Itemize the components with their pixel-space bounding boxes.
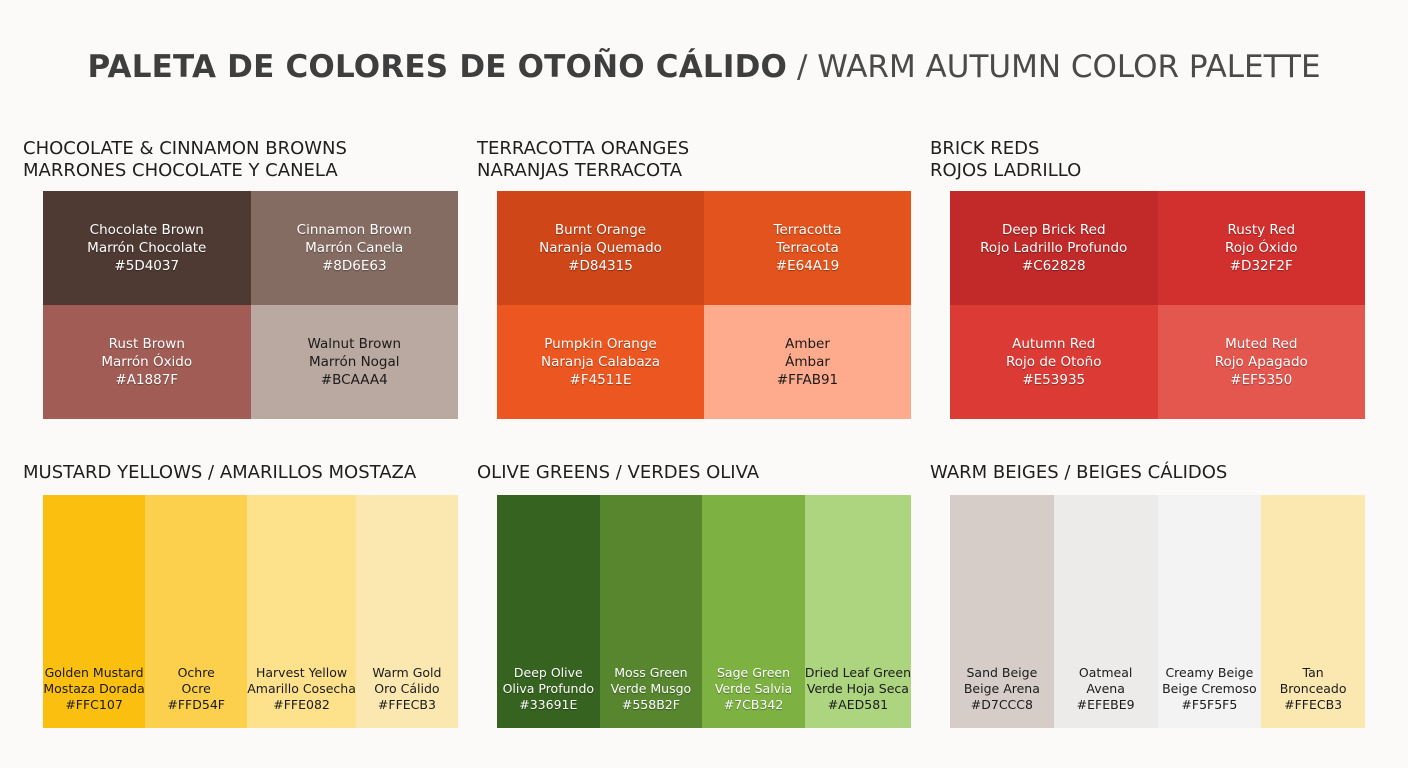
- swatch-name: Ochre: [177, 665, 215, 680]
- swatch-chocolate-brown: [43, 191, 251, 305]
- swatch-name-es: Rojo Apagado: [1214, 354, 1308, 370]
- swatch-name-es: Naranja Calabaza: [541, 354, 660, 370]
- oranges-swatch-grid: [497, 191, 911, 419]
- swatch-oatmeal: [1054, 495, 1158, 728]
- swatch-warm-gold: [356, 495, 458, 728]
- swatch-name: Golden Mustard: [44, 665, 144, 680]
- swatch-name-es: Oliva Profundo: [502, 681, 595, 696]
- swatch-name: Rust Brown: [108, 336, 185, 352]
- swatch-hex: #8D6E63: [321, 258, 387, 274]
- swatch-name-es: Rojo Óxido: [1224, 240, 1298, 256]
- swatch-hex: #FFAB91: [776, 372, 839, 388]
- swatch-hex: #5D4037: [114, 258, 180, 274]
- swatch-creamy-beige: [1158, 495, 1262, 728]
- swatch-name-es: Rojo de Otoño: [1006, 354, 1102, 370]
- swatch-name: Deep Brick Red: [1001, 222, 1106, 238]
- swatch-hex: #7CB342: [723, 697, 784, 712]
- swatch-name-es: Ocre: [181, 681, 211, 696]
- swatch-sage-green: [702, 495, 805, 728]
- reds-swatch-grid: [950, 191, 1365, 419]
- swatch-name: Sand Beige: [966, 665, 1038, 680]
- swatch-muted-red: [1158, 305, 1366, 419]
- swatch-hex: #D84315: [568, 258, 633, 274]
- swatch-hex: #FFD54F: [167, 697, 225, 712]
- swatch-rust-brown: [43, 305, 251, 419]
- swatch-tan: [1261, 495, 1365, 728]
- swatch-pumpkin-orange: [497, 305, 704, 419]
- swatch-name-es: Bronceado: [1279, 681, 1347, 696]
- oranges-heading-es: NARANJAS TERRACOTA: [477, 160, 683, 181]
- swatch-hex: #FFECB3: [377, 697, 436, 712]
- swatch-name-es: Ámbar: [785, 354, 830, 370]
- swatch-hex: #D7CCC8: [970, 697, 1033, 712]
- swatch-name-es: Verde Hoja Seca: [806, 681, 909, 696]
- browns-swatch-grid: [43, 191, 458, 419]
- swatch-hex: #558B2F: [621, 697, 680, 712]
- title-english: WARM AUTUMN COLOR PALETTE: [817, 49, 1321, 85]
- swatch-hex: #C62828: [1021, 258, 1086, 274]
- swatch-hex: #BCAAA4: [320, 372, 388, 388]
- swatch-terracotta: [704, 191, 911, 305]
- swatch-hex: #FFC107: [65, 697, 123, 712]
- swatch-hex: #FFE082: [273, 697, 330, 712]
- oranges-heading-en: TERRACOTTA ORANGES: [477, 138, 690, 159]
- beiges-swatch-strip: [950, 495, 1365, 728]
- swatch-name: Creamy Beige: [1165, 665, 1254, 680]
- swatch-hex: #E53935: [1022, 372, 1086, 388]
- swatch-hex: #A1887F: [115, 372, 179, 388]
- swatch-name: Dried Leaf Green: [804, 665, 911, 680]
- swatch-name: Terracotta: [773, 222, 842, 238]
- reds-heading-es: ROJOS LADRILLO: [930, 160, 1082, 181]
- yellows-heading: MUSTARD YELLOWS / AMARILLOS MOSTAZA: [23, 462, 417, 483]
- swatch-hex: #AED581: [827, 697, 889, 712]
- greens-heading: OLIVE GREENS / VERDES OLIVA: [477, 462, 760, 483]
- swatch-name: Tan: [1302, 665, 1324, 680]
- swatch-name: Cinnamon Brown: [296, 222, 412, 238]
- swatch-name-es: Verde Musgo: [610, 681, 692, 696]
- swatch-name: Amber: [785, 336, 830, 352]
- browns-heading-es: MARRONES CHOCOLATE Y CANELA: [23, 160, 338, 181]
- swatch-hex: #EFEBE9: [1076, 697, 1135, 712]
- swatch-hex: #EF5350: [1230, 372, 1293, 388]
- swatch-amber: [704, 305, 911, 419]
- beiges-heading: WARM BEIGES / BEIGES CÁLIDOS: [930, 462, 1228, 483]
- page-title: [0, 46, 1408, 88]
- swatch-sand-beige: [950, 495, 1054, 728]
- browns-heading-en: CHOCOLATE & CINNAMON BROWNS: [23, 138, 347, 159]
- swatch-harvest-yellow: [247, 495, 356, 728]
- swatch-burnt-orange: [497, 191, 704, 305]
- swatch-name: Burnt Orange: [554, 222, 647, 238]
- swatch-cinnamon-brown: [251, 191, 459, 305]
- swatch-hex: #F5F5F5: [1181, 697, 1238, 712]
- swatch-walnut-brown: [251, 305, 459, 419]
- swatch-name-es: Marrón Canela: [305, 240, 404, 256]
- reds-heading-en: BRICK REDS: [930, 138, 1040, 159]
- browns-heading: [23, 138, 347, 182]
- swatch-hex: #FFECB3: [1284, 697, 1343, 712]
- swatch-name-es: Verde Salvia: [714, 681, 793, 696]
- swatch-name: Deep Olive: [513, 665, 583, 680]
- swatch-deep-brick-red: [950, 191, 1158, 305]
- swatch-dried-leaf-green: [805, 495, 911, 728]
- swatch-name-es: Beige Arena: [963, 681, 1040, 696]
- swatch-name: Chocolate Brown: [89, 222, 204, 238]
- oranges-heading: [477, 138, 690, 182]
- swatch-name: Moss Green: [614, 665, 688, 680]
- swatch-name: Muted Red: [1225, 336, 1298, 352]
- swatch-name-es: Terracota: [776, 240, 839, 256]
- swatch-name-es: Beige Cremoso: [1162, 681, 1257, 696]
- swatch-hex: #F4511E: [569, 372, 632, 388]
- swatch-name-es: Naranja Quemado: [539, 240, 662, 256]
- swatch-name-es: Avena: [1086, 681, 1125, 696]
- swatch-name-es: Marrón Óxido: [101, 354, 193, 370]
- swatch-name: Autumn Red: [1012, 336, 1096, 352]
- swatch-deep-olive: [497, 495, 600, 728]
- reds-heading: [930, 138, 1082, 182]
- swatch-name-es: Marrón Chocolate: [87, 240, 207, 256]
- swatch-name: Harvest Yellow: [255, 665, 348, 680]
- swatch-name: Pumpkin Orange: [544, 336, 657, 352]
- swatch-name: Sage Green: [717, 665, 791, 680]
- swatch-name: Oatmeal: [1078, 665, 1133, 680]
- swatch-name: Walnut Brown: [307, 336, 402, 352]
- swatch-name-es: Oro Cálido: [374, 681, 440, 696]
- swatch-ochre: [145, 495, 247, 728]
- swatch-hex: #D32F2F: [1229, 258, 1293, 274]
- swatch-hex: #E64A19: [775, 258, 840, 274]
- swatch-name: Warm Gold: [372, 665, 442, 680]
- swatch-moss-green: [600, 495, 703, 728]
- greens-swatch-strip: [497, 495, 911, 728]
- title-separator: /: [787, 49, 818, 85]
- swatch-name-es: Mostaza Dorada: [43, 681, 145, 696]
- swatch-name: Rusty Red: [1227, 222, 1296, 238]
- swatch-rusty-red: [1158, 191, 1366, 305]
- swatch-name-es: Amarillo Cosecha: [247, 681, 356, 696]
- title-spanish: PALETA DE COLORES DE OTOÑO CÁLIDO: [87, 49, 788, 85]
- swatch-name-es: Rojo Ladrillo Profundo: [980, 240, 1128, 256]
- swatch-name-es: Marrón Nogal: [308, 354, 400, 370]
- swatch-autumn-red: [950, 305, 1158, 419]
- yellows-swatch-strip: [43, 495, 458, 728]
- swatch-golden-mustard: [43, 495, 145, 728]
- swatch-hex: #33691E: [519, 697, 578, 712]
